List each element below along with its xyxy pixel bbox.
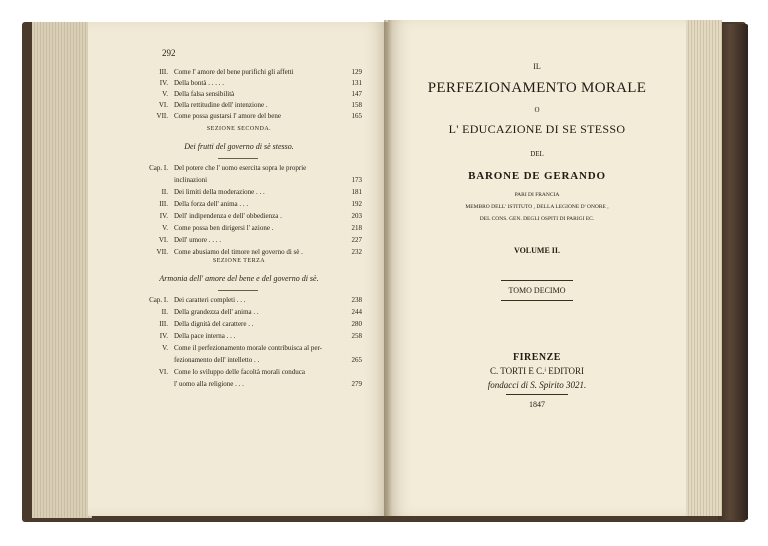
toc-chapter-title: Della pace interna . . .	[174, 332, 236, 340]
del-label: DEL	[530, 150, 544, 158]
toc-chapter-title: Del potere che l' uomo esercita sopra le proprie	[174, 164, 307, 172]
toc-page-number: 218	[351, 224, 362, 232]
toc-chapter-number: VI.	[158, 236, 168, 244]
section-rule	[218, 158, 258, 159]
section-heading: SEZIONE TERZA	[212, 258, 266, 264]
toc-page-number: 147	[351, 90, 362, 98]
left-page-edges	[32, 22, 92, 518]
toc-chapter-title: Come abusiamo del timore nel governo di sè .	[174, 248, 303, 256]
toc-chapter-number: Cap. I.	[149, 164, 168, 172]
toc-chapter-number: V.	[162, 90, 168, 98]
rule-year	[506, 394, 568, 395]
toc-chapter-title: Della rettitudine dell' intenzione .	[174, 101, 268, 109]
toc-chapter-number: Cap. I.	[149, 296, 168, 304]
article: IL	[533, 62, 541, 71]
toc-chapter-title: Come possa gustarsi l' amore del bene	[174, 112, 282, 120]
conjunction: O	[534, 106, 540, 114]
section-title: Dei frutti del governo di sè stesso.	[184, 142, 294, 151]
toc-chapter-number: V.	[162, 344, 168, 352]
publisher-address: fondacci di S. Spirito 3021.	[487, 380, 587, 390]
toc-chapter-title: Della dignità del carattere . .	[174, 320, 254, 328]
toc-chapter-number: II.	[161, 188, 168, 196]
toc-chapter-title: Della bontà . . . . .	[174, 79, 224, 87]
toc-chapter-title: Come l' amore del bene purifichi gli affetti	[174, 68, 294, 76]
toc-page-number: 129	[351, 68, 362, 76]
book-gutter	[384, 20, 392, 518]
toc-page-number: 238	[351, 296, 362, 304]
toc-chapter-number: VI.	[158, 368, 168, 376]
toc-chapter-title: l' uomo alla religione . . .	[174, 380, 244, 388]
toc-chapter-title: Come il perfezionamento morale contribuisca al per-	[174, 344, 322, 352]
toc-chapter-number: IV.	[159, 212, 168, 220]
toc-chapter-title: Della forza dell' anima . . .	[174, 200, 249, 208]
author: BARONE DE GERANDO	[468, 170, 606, 182]
section-title: Armonia dell' amore del bene e del governo di sè.	[159, 274, 319, 283]
toc-chapter-title: Come possa ben dirigersi l' azione .	[174, 224, 274, 232]
toc-chapter-number: VII.	[156, 248, 168, 256]
toc-page-number: 158	[351, 101, 362, 109]
page-number: 292	[162, 48, 176, 58]
marbled-cover-edge	[718, 24, 748, 520]
volume: VOLUME II.	[513, 246, 561, 255]
rule-upper	[501, 280, 573, 281]
author-credit-1: PARI DI FRANCIA	[514, 192, 560, 198]
rule-lower	[501, 300, 573, 301]
toc-chapter-title: Come lo sviluppo delle facoltà morali conduca	[174, 368, 306, 376]
toc-chapter-title: Dei caratteri completi . . .	[174, 296, 246, 304]
publisher: C. TORTI E C.ⁱ EDITORI	[489, 366, 585, 376]
right-page-title-page	[388, 20, 686, 516]
left-page-table-of-contents	[88, 22, 390, 516]
toc-chapter-number: IV.	[159, 332, 168, 340]
toc-page-number: 280	[351, 320, 362, 328]
toc-chapter-number: III.	[159, 200, 168, 208]
toc-chapter-title: fezionamento dell' intelletto . .	[174, 356, 260, 364]
tomo: TOMO DECIMO	[508, 286, 566, 295]
toc-chapter-number: III.	[159, 68, 168, 76]
toc-page-number: 232	[351, 248, 362, 256]
toc-page-number: 258	[351, 332, 362, 340]
city: FIRENZE	[513, 352, 561, 363]
toc-chapter-number: IV.	[159, 79, 168, 87]
toc-page-number: 203	[351, 212, 362, 220]
author-credit-2: MEMBRO DELL' ISTITUTO , DELLA LEGIONE D' ONORE ,	[465, 204, 609, 210]
toc-page-number: 279	[351, 380, 362, 388]
book-title: PERFEZIONAMENTO MORALE	[427, 80, 647, 96]
toc-chapter-number: V.	[162, 224, 168, 232]
toc-page-number: 244	[351, 308, 362, 316]
toc-chapter-title: Dell' indipendenza e dell' obbedienza .	[174, 212, 282, 220]
toc-chapter-number: III.	[159, 320, 168, 328]
toc-chapter-title: Dei limiti della moderazione . . .	[174, 188, 265, 196]
toc-page-number: 165	[351, 112, 362, 120]
toc-chapter-title: Della falsa sensibilità	[174, 90, 235, 98]
section-heading: SEZIONE SECONDA.	[206, 126, 272, 132]
toc-page-number: 131	[351, 79, 362, 87]
toc-chapter-title: Dell' umore . . . .	[174, 236, 221, 244]
right-page-edges	[686, 20, 722, 516]
book-subtitle: L' EDUCAZIONE DI SE STESSO	[448, 122, 626, 136]
toc-page-number: 173	[351, 176, 362, 184]
toc-page-number: 265	[351, 356, 362, 364]
toc-chapter-title: inclinazioni	[174, 176, 208, 184]
toc-page-number: 192	[351, 200, 362, 208]
year: 1847	[529, 400, 545, 409]
toc-chapter-title: Della grandezza dell' anima . .	[174, 308, 259, 316]
toc-chapter-number: VI.	[158, 101, 168, 109]
section-rule	[218, 290, 258, 291]
toc-chapter-number: VII.	[156, 112, 168, 120]
toc-chapter-number: II.	[161, 308, 168, 316]
toc-page-number: 227	[351, 236, 362, 244]
toc-page-number: 181	[351, 188, 362, 196]
author-credit-3: DEL CONS. GEN. DEGLI OSPITI DI PARIGI EC.	[479, 216, 595, 222]
